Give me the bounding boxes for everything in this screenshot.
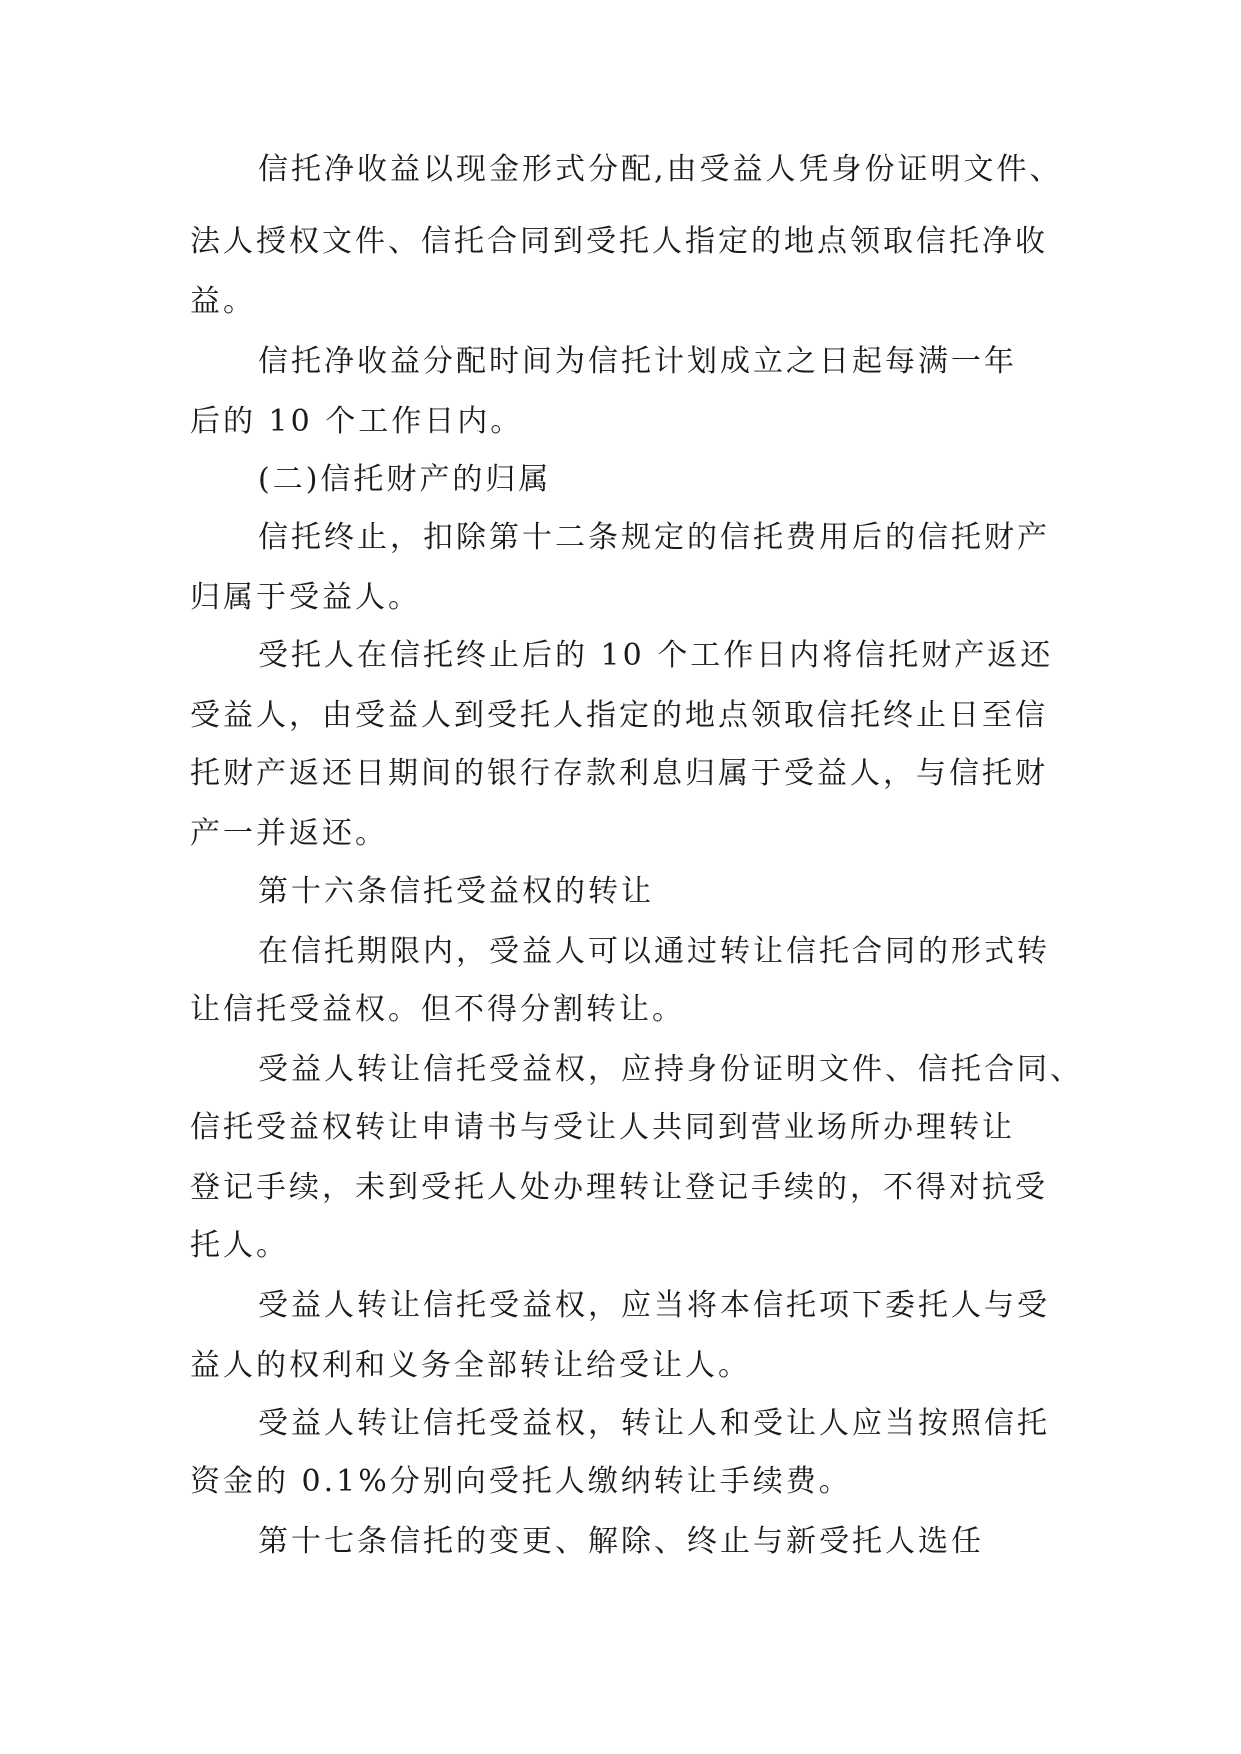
text-line-19: 托人。 [190, 1228, 289, 1263]
section-heading-1: (二)信托财产的归属 [258, 462, 552, 497]
text-line-1: 信托净收益以现金形式分配,由受益人凭身份证明文件、 [258, 152, 1063, 187]
text-line-18: 登记手续，未到受托人处办理转让登记手续的，不得对抗受 [190, 1170, 1048, 1205]
text-line-21: 益人的权利和义务全部转让给受让人。 [190, 1348, 751, 1383]
text-line-7: 信托终止，扣除第十二条规定的信托费用后的信托财产 [258, 520, 1050, 555]
text-line-20: 受益人转让信托受益权，应当将本信托项下委托人与受 [258, 1288, 1050, 1323]
text-line-15: 让信托受益权。但不得分割转让。 [190, 992, 685, 1027]
text-line-8: 归属于受益人。 [190, 580, 421, 615]
text-line-14: 在信托期限内，受益人可以通过转让信托合同的形式转 [258, 934, 1050, 969]
text-line-3: 益。 [190, 284, 256, 319]
text-line-2: 法人授权文件、信托合同到受托人指定的地点领取信托净收 [190, 224, 1048, 259]
text-line-12: 产一并返还。 [190, 816, 388, 851]
text-line-16: 受益人转让信托受益权，应持身份证明文件、信托合同、 [258, 1052, 1083, 1087]
text-line-23: 资金的 0.1%分别向受托人缴纳转让手续费。 [190, 1464, 852, 1499]
article-heading-17: 第十七条信托的变更、解除、终止与新受托人选任 [258, 1524, 984, 1559]
text-line-17: 信托受益权转让申请书与受让人共同到营业场所办理转让 [190, 1110, 1015, 1145]
article-heading-16: 第十六条信托受益权的转让 [258, 874, 654, 909]
text-line-11: 托财产返还日期间的银行存款利息归属于受益人，与信托财 [190, 756, 1048, 791]
text-line-10: 受益人，由受益人到受托人指定的地点领取信托终止日至信 [190, 698, 1048, 733]
text-line-9: 受托人在信托终止后的 10 个工作日内将信托财产返还 [258, 638, 1054, 673]
text-line-5: 后的 10 个工作日内。 [190, 404, 524, 439]
text-line-22: 受益人转让信托受益权，转让人和受让人应当按照信托 [258, 1406, 1050, 1441]
text-line-4: 信托净收益分配时间为信托计划成立之日起每满一年 [258, 344, 1017, 379]
